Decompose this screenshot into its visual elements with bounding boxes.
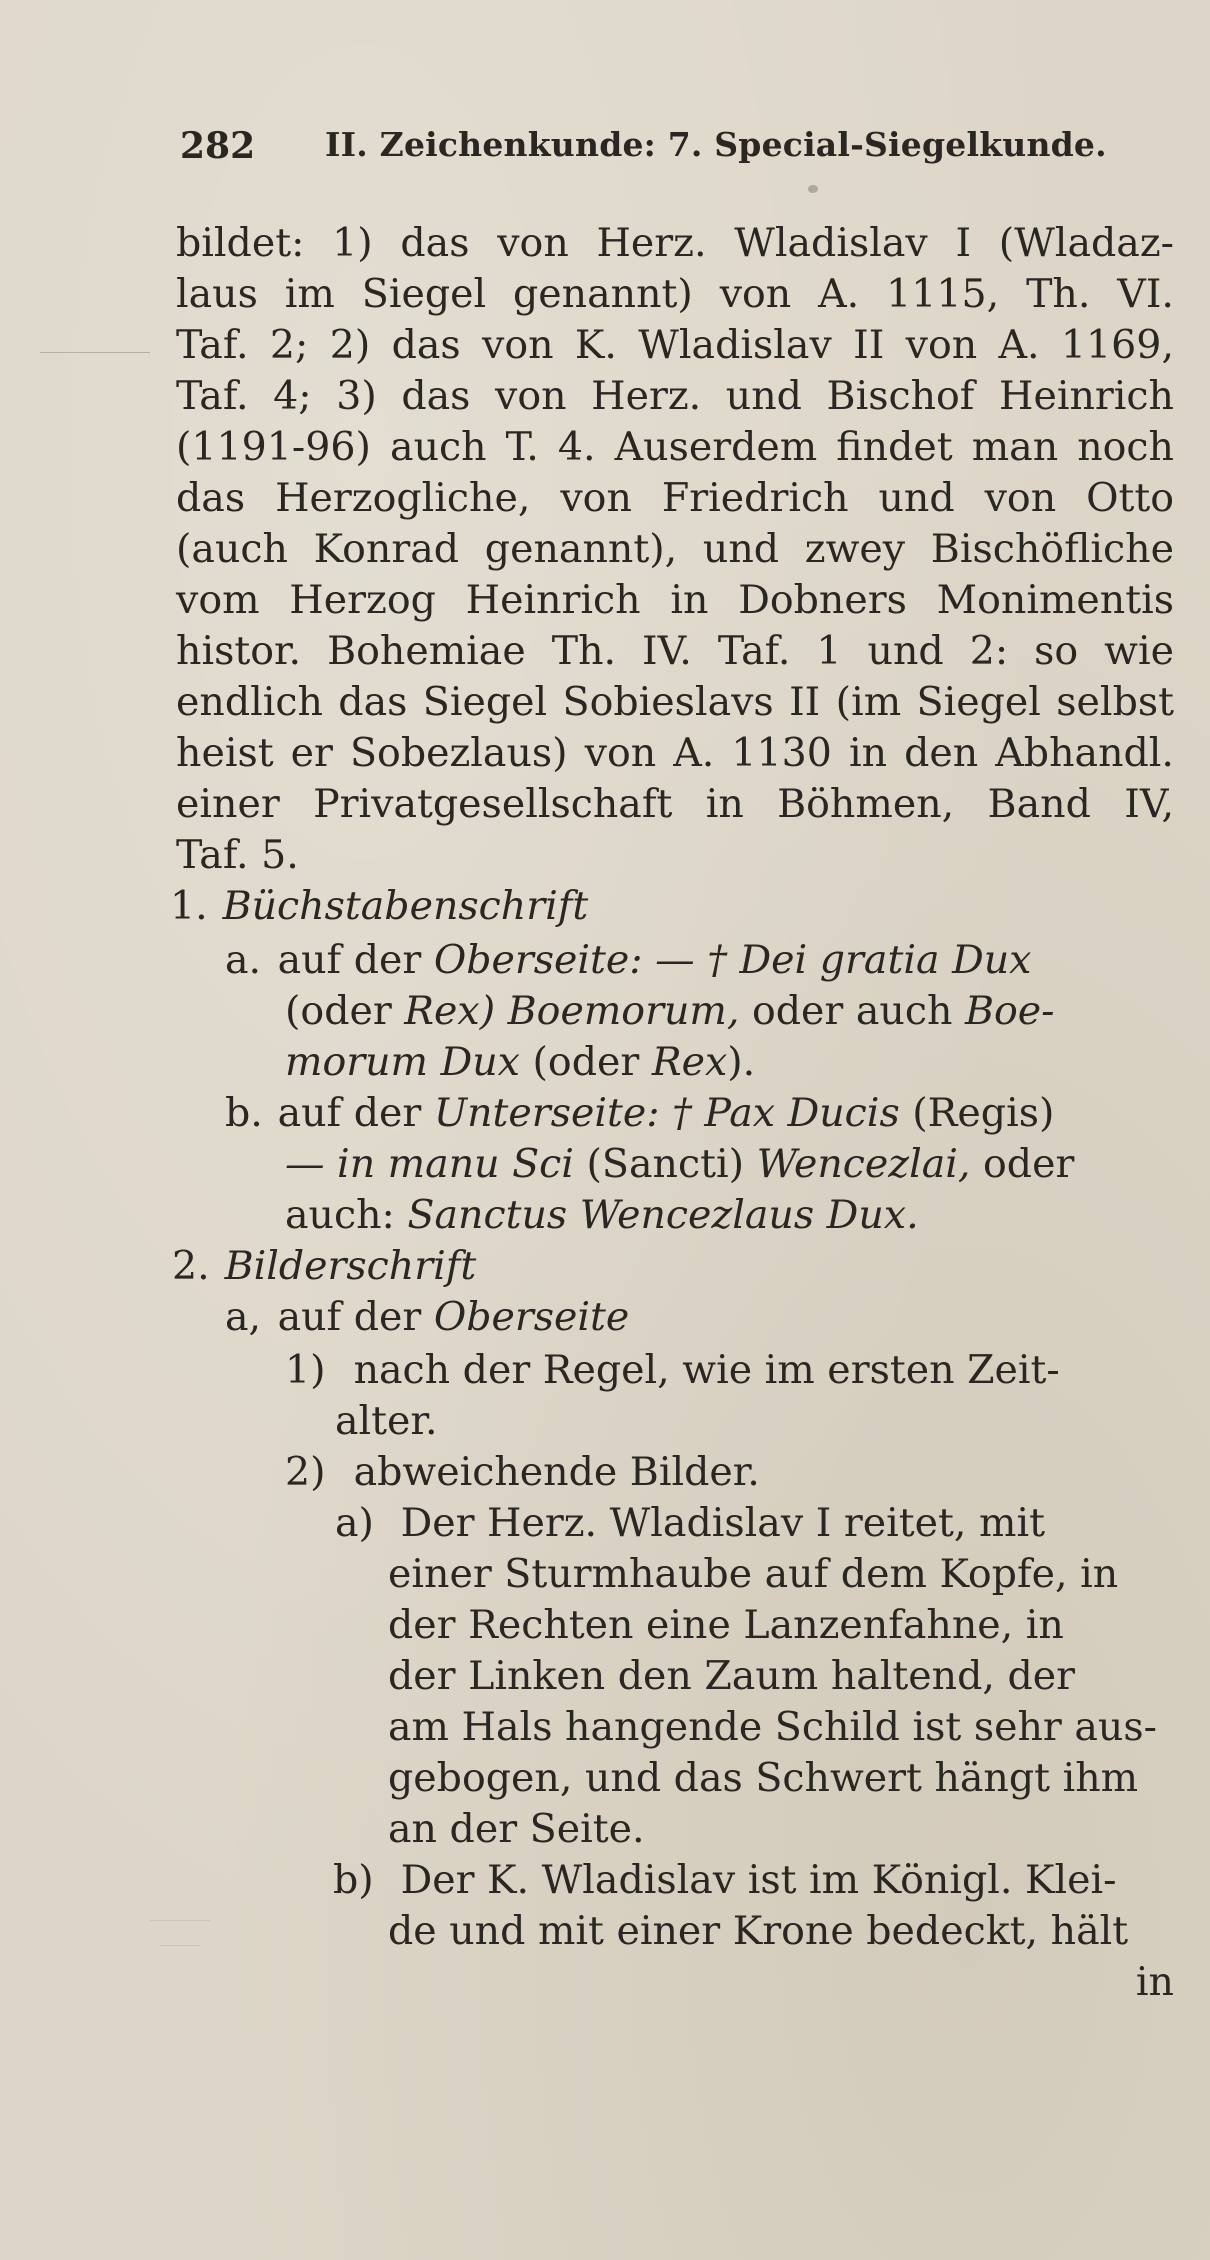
item-1a-line-2 [285, 986, 1175, 1036]
sub-a-line: der Rechten eine Lanzenfahne, in [388, 1602, 1064, 1648]
section-title: Büchstabenschrift [222, 883, 589, 929]
text: auf der [277, 937, 434, 983]
italic-text: morum Dux [285, 1039, 520, 1085]
section-title: Bilderschrift [224, 1243, 477, 1289]
item-2 [285, 1447, 1175, 1497]
italic-text: Rex) Boemorum, [404, 988, 740, 1034]
text: auf der [277, 1294, 434, 1340]
item-label: b. [225, 1090, 263, 1136]
text: oder auch [739, 988, 965, 1034]
sub-a-line-1 [335, 1498, 1175, 1548]
paragraph-line: das Herzogliche, von Friedrich und von Otto [176, 475, 1174, 521]
italic-text: Boe- [964, 988, 1055, 1034]
italic-text: Oberseite [433, 1294, 630, 1340]
text: ). [727, 1039, 756, 1085]
text: oder [970, 1141, 1075, 1187]
text: abweichende Bilder. [353, 1449, 760, 1495]
ink-mark [808, 185, 818, 193]
item-1a-line-1 [225, 935, 1175, 985]
paragraph-line: Taf. 2; 2) das von K. Wladislav II von A. 1169, [176, 322, 1174, 368]
sub-a-line: einer Sturmhaube auf dem Kopfe, in [388, 1551, 1119, 1597]
paragraph-line: heist er Sobezlaus) von A. 1130 in den Abhandl. [176, 730, 1174, 776]
paragraph-line: endlich das Siegel Sobieslavs II (im Siegel selbst [176, 679, 1174, 725]
text: nach der Regel, wie im ersten Zeit- [353, 1347, 1060, 1393]
item-label: a) [335, 1500, 374, 1546]
sub-b-line-1 [333, 1855, 1175, 1905]
item-1-line-1 [285, 1345, 1170, 1395]
text: (oder [285, 988, 405, 1034]
text: (Sancti) [573, 1141, 757, 1187]
text: auch: [285, 1192, 408, 1238]
italic-text: Sanctus Wencezlaus Dux. [407, 1192, 919, 1238]
running-title: II. Zeichenkunde: 7. Special-Siegelkunde. [325, 125, 1107, 164]
section-number: 1. [170, 883, 208, 929]
item-label: a, [225, 1294, 262, 1340]
bleed-through-mark [150, 1920, 210, 1921]
paragraph-line: histor. Bohemiae Th. IV. Taf. 1 und 2: so wie [176, 628, 1174, 674]
item-2a [225, 1292, 1175, 1342]
text: Der K. Wladislav ist im Königl. Klei- [400, 1857, 1117, 1903]
item-1b-line-3 [285, 1190, 1175, 1240]
paragraph-line: einer Privatgesellschaft in Böhmen, Band IV, [176, 781, 1174, 827]
italic-text: — in manu Sci [285, 1141, 574, 1187]
paragraph-line: vom Herzog Heinrich in Dobners Monimentis [176, 577, 1174, 623]
paragraph-line: Taf. 4; 3) das von Herz. und Bischof Heinrich [176, 373, 1174, 419]
paragraph-line: bildet: 1) das von Herz. Wladislav I (Wladaz- [176, 220, 1174, 266]
item-1b-line-1 [225, 1088, 1175, 1138]
item-label: 2) [285, 1449, 326, 1495]
section-heading-1 [170, 881, 1170, 931]
text: auf der [277, 1090, 434, 1136]
sub-a-line: gebogen, und das Schwert hängt ihm [388, 1755, 1139, 1801]
italic-text: Unterseite: † Pax Ducis [433, 1090, 900, 1136]
item-1a-line-3 [285, 1037, 1175, 1087]
item-label: a. [225, 937, 262, 983]
paragraph-line: Taf. 5. [176, 832, 299, 878]
item-label: 1) [285, 1347, 326, 1393]
item-1b-line-2 [285, 1139, 1175, 1189]
text: (oder [519, 1039, 652, 1085]
sub-b-line: de und mit einer Krone bedeckt, hält [388, 1908, 1129, 1954]
section-heading-2 [172, 1241, 1172, 1291]
margin-mark [40, 352, 150, 353]
italic-text: Rex [651, 1039, 728, 1085]
paragraph-line: (auch Konrad genannt), und zwey Bischöfliche [176, 526, 1174, 572]
sub-a-line: am Hals hangende Schild ist sehr aus- [388, 1704, 1157, 1750]
section-number: 2. [172, 1243, 210, 1289]
text: Der Herz. Wladislav I reitet, mit [400, 1500, 1045, 1546]
sub-a-line: der Linken den Zaum haltend, der [388, 1653, 1076, 1699]
running-header [180, 125, 1107, 175]
italic-text: Oberseite: — † Dei gratia Dux [433, 937, 1032, 983]
italic-text: Wencezlai, [756, 1141, 971, 1187]
page-number: 282 [180, 125, 256, 167]
bleed-through-mark [160, 1945, 200, 1946]
item-label: b) [333, 1857, 374, 1903]
text: (Regis) [899, 1090, 1055, 1136]
catchword: in [1135, 1959, 1174, 2005]
paragraph-line: (1191-96) auch T. 4. Auserdem findet man noch [176, 424, 1174, 470]
sub-a-line: an der Seite. [388, 1806, 645, 1852]
paragraph-line: laus im Siegel genannt) von A. 1115, Th. VI. [176, 271, 1174, 317]
item-1-line-2: alter. [335, 1398, 438, 1444]
